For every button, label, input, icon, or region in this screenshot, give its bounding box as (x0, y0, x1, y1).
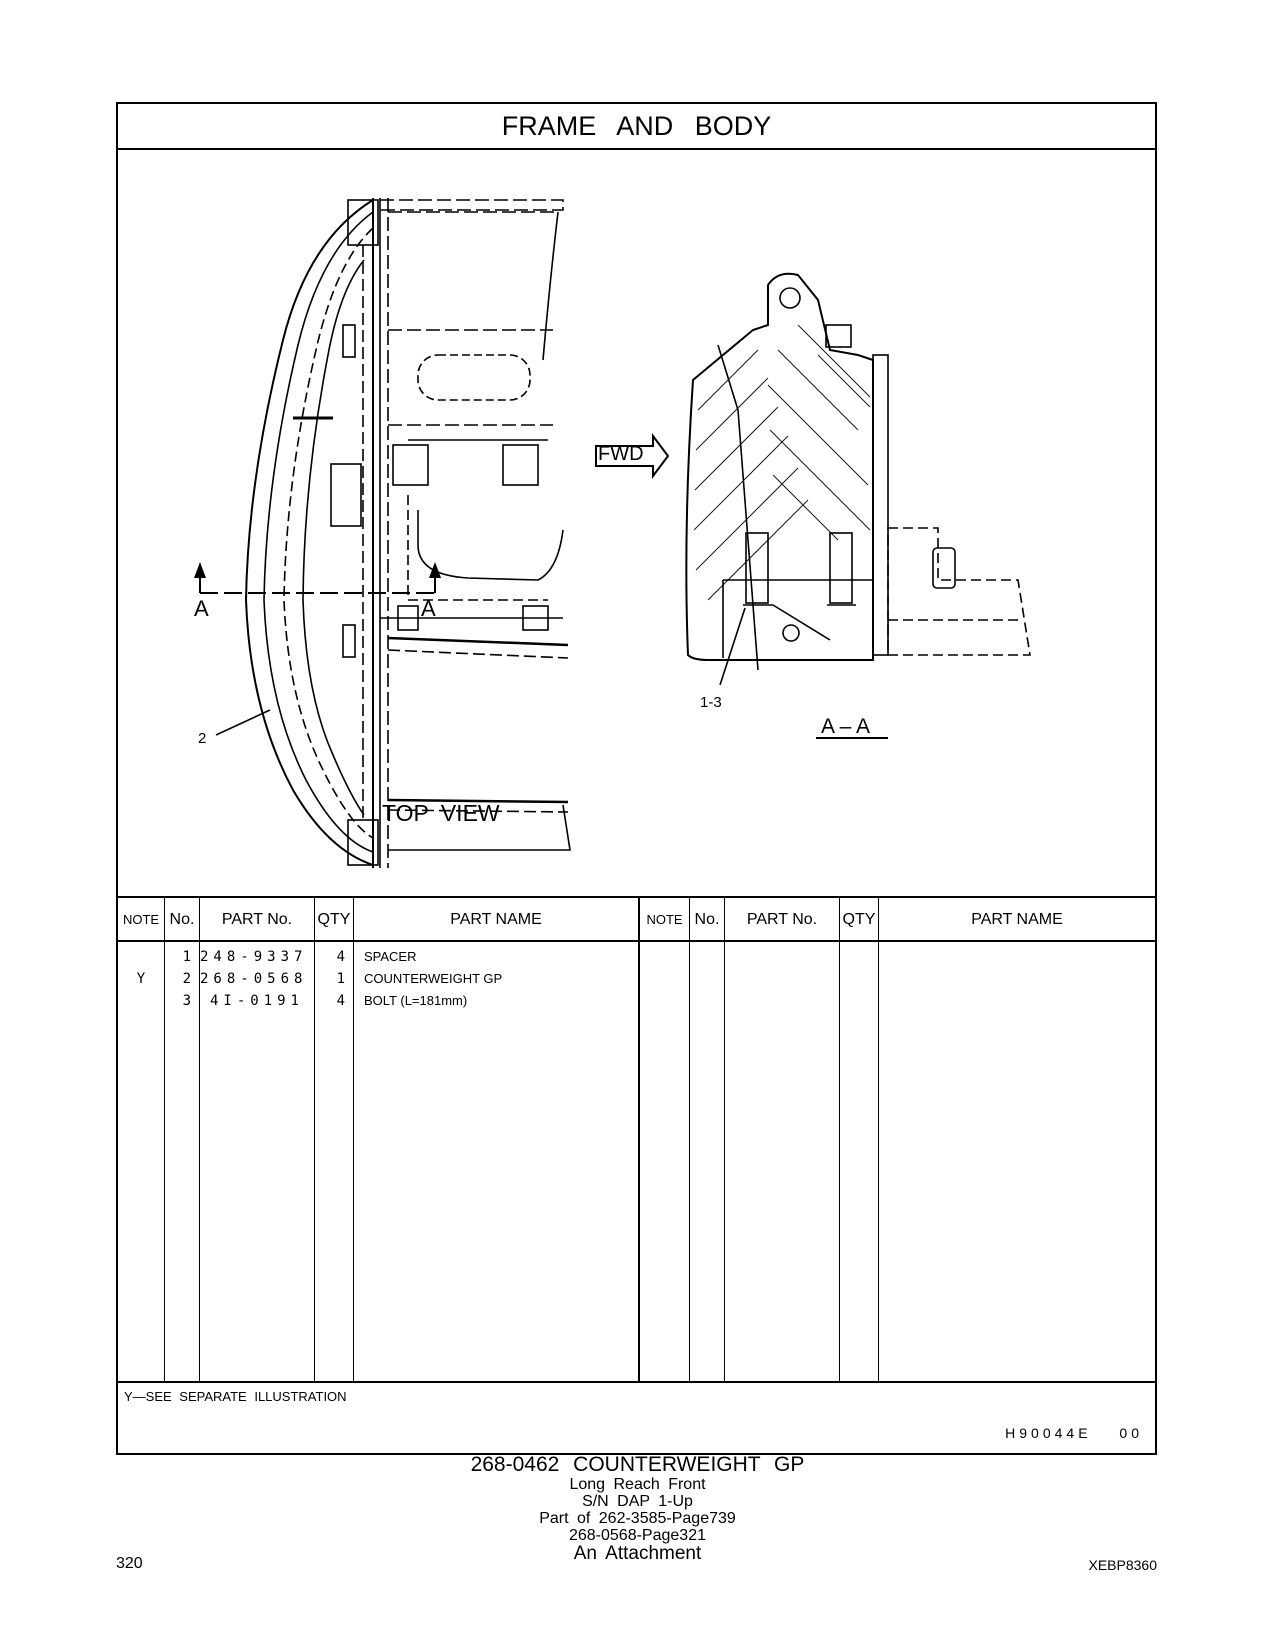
parts-table-left (118, 898, 640, 1381)
document-id: XEBP8360 (1088, 1557, 1157, 1573)
row-part-no: 4I-0191 (209, 993, 304, 1009)
caption-line: Long Reach Front (569, 1476, 706, 1493)
qty-column (315, 898, 354, 1381)
no-column (165, 898, 200, 1381)
row-no: 3 (182, 993, 191, 1009)
note-header-right: NOTE (640, 898, 689, 942)
no-header-right: No. (690, 898, 724, 942)
section-marker-left: A (194, 596, 209, 621)
caption-line: An Attachment (573, 1543, 702, 1564)
part-name-column (354, 898, 638, 1381)
part-no-column-right (725, 898, 840, 1381)
caption-line: S/N DAP 1-Up (582, 1493, 693, 1510)
note-header: NOTE (118, 898, 164, 942)
row-part-no: 248-9337 (200, 949, 308, 965)
note-column-right (640, 898, 690, 1381)
callout-1-3: 1-3 (700, 694, 722, 711)
part-no-column (200, 898, 315, 1381)
footnote-text: Y—SEE SEPARATE ILLUSTRATION (124, 1389, 347, 1404)
page-number: 320 (116, 1555, 143, 1572)
counterweight-drawing (118, 150, 1155, 896)
parts-page-frame (116, 102, 1157, 1455)
part-no-header-right: PART No. (725, 898, 839, 942)
fwd-label: FWD (598, 443, 644, 465)
note-column (118, 898, 165, 1381)
qty-header: QTY (315, 898, 353, 942)
caption-line: 268-0568-Page321 (568, 1527, 706, 1544)
part-name-header: PART NAME (354, 898, 638, 942)
row-no: 1 (182, 949, 191, 965)
qty-header-right: QTY (840, 898, 878, 942)
row-part-name: BOLT (L=181mm) (364, 993, 468, 1008)
no-column-right (690, 898, 725, 1381)
part-name-header-right: PART NAME (879, 898, 1155, 942)
parts-table-right (640, 898, 1155, 1381)
row-no: 2 (182, 971, 191, 987)
illustration-code: H90044E 00 (1005, 1425, 1143, 1441)
row-part-name: SPACER (364, 949, 417, 964)
row-qty: 1 (336, 971, 345, 987)
row-note (118, 990, 164, 1012)
part-name-column-right (879, 898, 1155, 1381)
page-caption (0, 1454, 1275, 1564)
row-qty: 4 (336, 949, 345, 965)
row-note (118, 946, 164, 968)
row-qty: 4 (336, 993, 345, 1009)
no-header: No. (165, 898, 199, 942)
part-no-header: PART No. (200, 898, 314, 942)
illustration-area (118, 150, 1155, 896)
row-part-no: 268-0568 (200, 971, 308, 987)
callout-2: 2 (198, 730, 207, 747)
section-marker-right: A (421, 596, 436, 621)
section-view-label: A – A (821, 715, 871, 738)
page-title: FRAME AND BODY (118, 104, 1155, 150)
parts-table (118, 896, 1155, 1381)
caption-line: Part of 262-3585-Page739 (539, 1510, 736, 1527)
caption-title: 268-0462 COUNTERWEIGHT GP (470, 1453, 805, 1476)
top-view-label: TOP VIEW (382, 800, 500, 826)
row-note: Y (136, 971, 146, 987)
footnote-area (118, 1381, 1155, 1453)
row-part-name: COUNTERWEIGHT GP (364, 971, 503, 986)
qty-column-right (840, 898, 879, 1381)
